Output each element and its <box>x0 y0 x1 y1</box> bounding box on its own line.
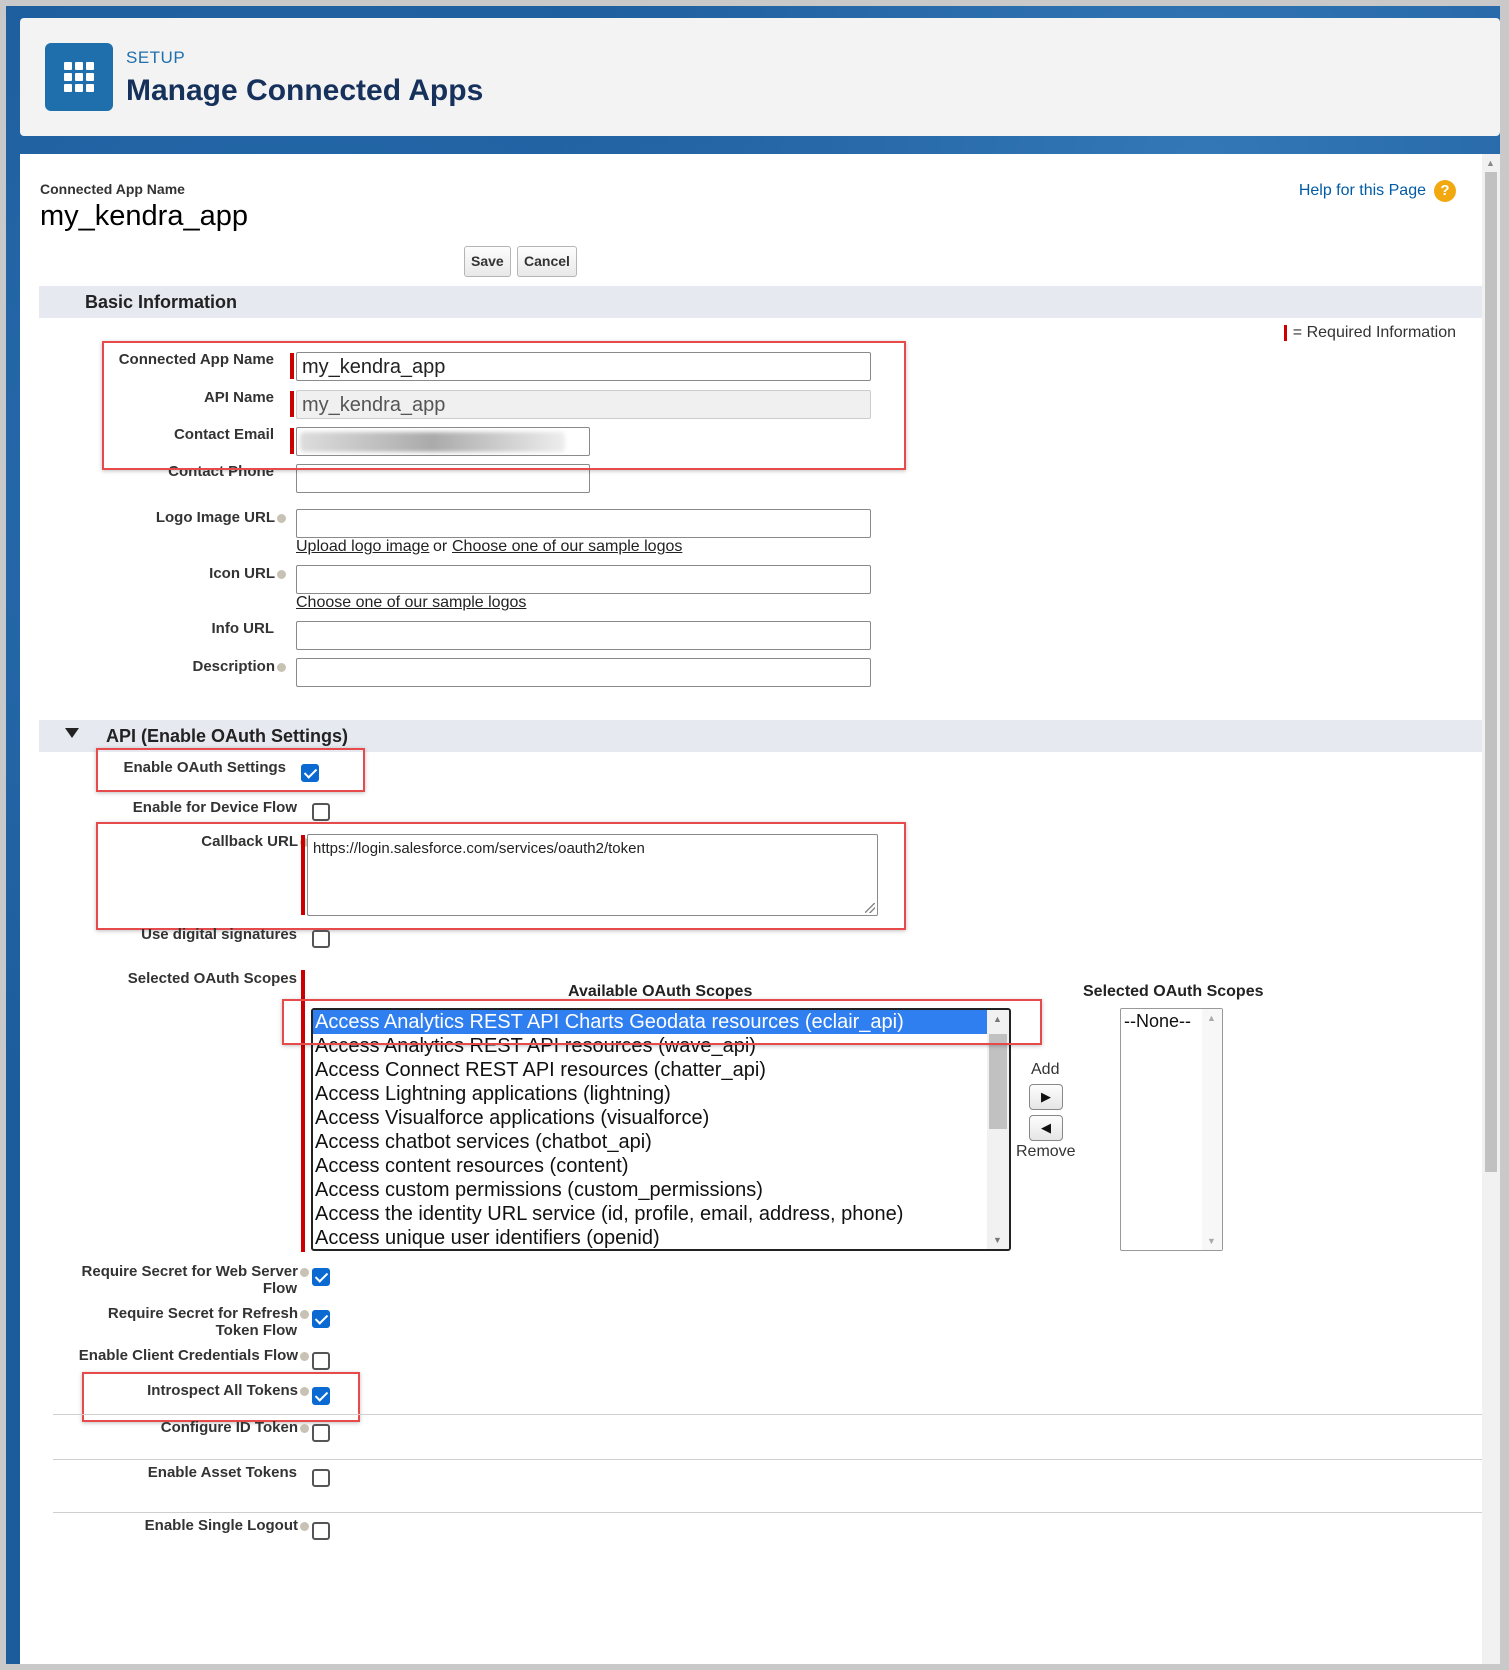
info-icon[interactable] <box>300 1387 309 1396</box>
contact-email-label: Contact Email <box>173 426 274 443</box>
list-item[interactable]: Access the identity URL service (id, profile, email, address, phone) <box>315 1203 904 1225</box>
basic-information-title: Basic Information <box>85 292 238 312</box>
required-marker <box>301 970 305 1252</box>
caption-value: my_kendra_app <box>40 200 248 232</box>
contact-email-input[interactable] <box>296 427 590 456</box>
resize-grip-icon[interactable] <box>865 903 875 913</box>
available-scopes-list[interactable] <box>311 1008 1011 1251</box>
connected-app-name-input[interactable]: my_kendra_app <box>296 352 871 381</box>
info-icon[interactable] <box>277 663 286 672</box>
or-text: or <box>433 538 448 555</box>
info-icon[interactable] <box>300 1310 309 1319</box>
required-information-note <box>1284 324 1456 342</box>
api-name-label: API Name <box>203 389 274 406</box>
page-title: Manage Connected Apps <box>126 74 484 107</box>
info-url-label: Info URL <box>211 620 274 637</box>
single-logout-label <box>145 1517 309 1534</box>
list-scrollbar-thumb[interactable] <box>989 1034 1007 1129</box>
info-icon[interactable] <box>300 1268 309 1277</box>
divider <box>53 1414 1482 1415</box>
list-item[interactable]: Access Visualforce applications (visualforce) <box>315 1107 710 1129</box>
selected-scopes-heading: Selected OAuth Scopes <box>1083 983 1264 1000</box>
scroll-down-arrow-icon[interactable]: ▼ <box>1207 1236 1216 1246</box>
main-content <box>20 154 1500 1664</box>
list-item[interactable]: Access custom permissions (custom_permissions) <box>315 1179 763 1201</box>
scroll-up-arrow-icon[interactable]: ▲ <box>993 1014 1002 1024</box>
add-arrow-button[interactable] <box>1029 1084 1063 1110</box>
list-scrollbar[interactable] <box>987 1010 1009 1249</box>
selected-oauth-scopes-label: Selected OAuth Scopes <box>127 970 297 987</box>
require-secret-web-label-line1: Require Secret for Web Server <box>81 1263 298 1280</box>
list-item[interactable]: Access Connect REST API resources (chatter_api) <box>315 1059 766 1081</box>
sample-logos-link[interactable]: Choose one of our sample logos <box>452 538 683 555</box>
client-credentials-label-text: Enable Client Credentials Flow <box>78 1347 298 1364</box>
info-url-input[interactable] <box>296 621 871 650</box>
scroll-up-arrow-icon[interactable]: ▲ <box>1207 1013 1216 1023</box>
help-question-icon[interactable]: ? <box>1434 180 1456 202</box>
contact-phone-label: Contact Phone <box>168 463 274 480</box>
help-link-label[interactable]: Help for this Page <box>1298 182 1426 199</box>
digital-signatures-checkbox[interactable] <box>312 930 330 948</box>
require-secret-refresh-label <box>108 1305 309 1322</box>
app-launcher-icon <box>45 43 113 111</box>
list-item[interactable]: Access unique user identifiers (openid) <box>315 1227 660 1249</box>
list-item[interactable]: Access Lightning applications (lightning) <box>315 1083 671 1105</box>
list-item[interactable]: Access Analytics REST API Charts Geodata resources (eclair_api) <box>313 1010 1009 1034</box>
require-secret-web-label <box>82 1263 309 1280</box>
logo-image-url-input[interactable] <box>296 509 871 538</box>
description-label <box>192 658 286 675</box>
introspect-label <box>147 1382 309 1399</box>
divider <box>53 1459 1482 1460</box>
callback-url-label <box>201 833 309 850</box>
basic-information-header <box>39 286 1482 318</box>
divider <box>53 1512 1482 1513</box>
enable-oauth-checkbox[interactable] <box>301 764 319 782</box>
triangle-right-icon: ▶ <box>1041 1089 1051 1104</box>
single-logout-checkbox[interactable] <box>312 1522 330 1540</box>
api-section-header[interactable] <box>39 720 1482 752</box>
logo-image-url-label-text: Logo Image URL <box>155 509 275 526</box>
list-scrollbar[interactable] <box>1202 1009 1222 1250</box>
redacted-email <box>300 432 565 452</box>
required-marker <box>290 391 294 417</box>
info-icon[interactable] <box>277 570 286 579</box>
list-item[interactable]: Access chatbot services (chatbot_api) <box>315 1131 652 1153</box>
asset-tokens-label: Enable Asset Tokens <box>147 1464 297 1481</box>
remove-arrow-button[interactable] <box>1029 1115 1063 1141</box>
description-label-text: Description <box>192 658 275 675</box>
cancel-button[interactable]: Cancel <box>517 246 577 277</box>
device-flow-label: Enable for Device Flow <box>132 799 297 816</box>
enable-oauth-label: Enable OAuth Settings <box>123 759 286 776</box>
triangle-left-icon: ◀ <box>1041 1120 1051 1135</box>
list-item[interactable]: Access Analytics REST API resources (wave_api) <box>315 1035 756 1057</box>
client-credentials-checkbox[interactable] <box>312 1352 330 1370</box>
configure-id-token-checkbox[interactable] <box>312 1424 330 1442</box>
icon-sample-logos-link[interactable]: Choose one of our sample logos <box>296 594 527 611</box>
page-scrollbar[interactable] <box>1482 154 1500 1664</box>
required-marker <box>290 353 294 379</box>
device-flow-checkbox[interactable] <box>312 803 330 821</box>
api-name-input[interactable]: my_kendra_app <box>296 390 871 419</box>
available-scopes-heading: Available OAuth Scopes <box>568 983 753 1000</box>
digital-signatures-label: Use digital signatures <box>141 926 297 943</box>
require-secret-refresh-label-line2: Token Flow <box>215 1322 297 1339</box>
scrollbar-thumb[interactable] <box>1485 172 1497 1172</box>
asset-tokens-checkbox[interactable] <box>312 1469 330 1487</box>
introspect-checkbox[interactable] <box>312 1387 330 1405</box>
info-icon[interactable] <box>300 1522 309 1531</box>
configure-id-token-label <box>161 1419 309 1436</box>
single-logout-label-text: Enable Single Logout <box>144 1517 298 1534</box>
caption-label: Connected App Name <box>40 181 185 197</box>
require-secret-web-checkbox[interactable] <box>312 1268 330 1286</box>
page-header <box>20 18 1500 136</box>
remove-label: Remove <box>1016 1143 1076 1160</box>
upload-logo-link[interactable]: Upload logo image <box>296 538 430 555</box>
setup-label: SETUP <box>126 48 186 67</box>
introspect-label-text: Introspect All Tokens <box>147 1382 298 1399</box>
selected-scopes-list[interactable] <box>1120 1008 1223 1251</box>
connected-app-name-label: Connected App Name <box>118 351 274 368</box>
scroll-up-arrow-icon[interactable]: ▲ <box>1486 158 1495 168</box>
icon-url-label-text: Icon URL <box>209 565 275 582</box>
logo-image-url-label <box>156 509 286 526</box>
info-icon[interactable] <box>300 1352 309 1361</box>
callback-url-value: https://login.salesforce.com/services/oauth2/token <box>313 840 645 857</box>
api-section-title: API (Enable OAuth Settings) <box>106 726 349 746</box>
scroll-down-arrow-icon[interactable]: ▼ <box>993 1235 1002 1245</box>
collapse-triangle-icon[interactable] <box>65 728 79 738</box>
callback-url-label-text: Callback URL <box>201 833 298 850</box>
info-icon[interactable] <box>300 1424 309 1433</box>
require-secret-refresh-label-line1: Require Secret for Refresh <box>107 1305 298 1322</box>
save-button[interactable]: Save <box>464 246 511 277</box>
required-marker <box>301 835 305 915</box>
icon-url-label <box>209 565 286 582</box>
contact-phone-input[interactable] <box>296 464 590 493</box>
required-marker <box>290 428 294 454</box>
description-input[interactable] <box>296 658 871 687</box>
help-link[interactable] <box>1299 180 1456 202</box>
require-secret-web-label-line2: Flow <box>262 1280 297 1297</box>
require-secret-refresh-checkbox[interactable] <box>312 1310 330 1328</box>
add-label: Add <box>1031 1061 1060 1078</box>
callback-url-textarea[interactable] <box>307 834 878 916</box>
list-item[interactable]: --None-- <box>1124 1011 1192 1031</box>
list-item[interactable]: Access content resources (content) <box>315 1155 629 1177</box>
required-marker-icon <box>1284 325 1287 341</box>
icon-url-input[interactable] <box>296 565 871 594</box>
configure-id-token-label-text: Configure ID Token <box>160 1419 298 1436</box>
client-credentials-label <box>79 1347 309 1364</box>
required-note-text: = Required Information <box>1292 324 1456 341</box>
info-icon[interactable] <box>277 514 286 523</box>
